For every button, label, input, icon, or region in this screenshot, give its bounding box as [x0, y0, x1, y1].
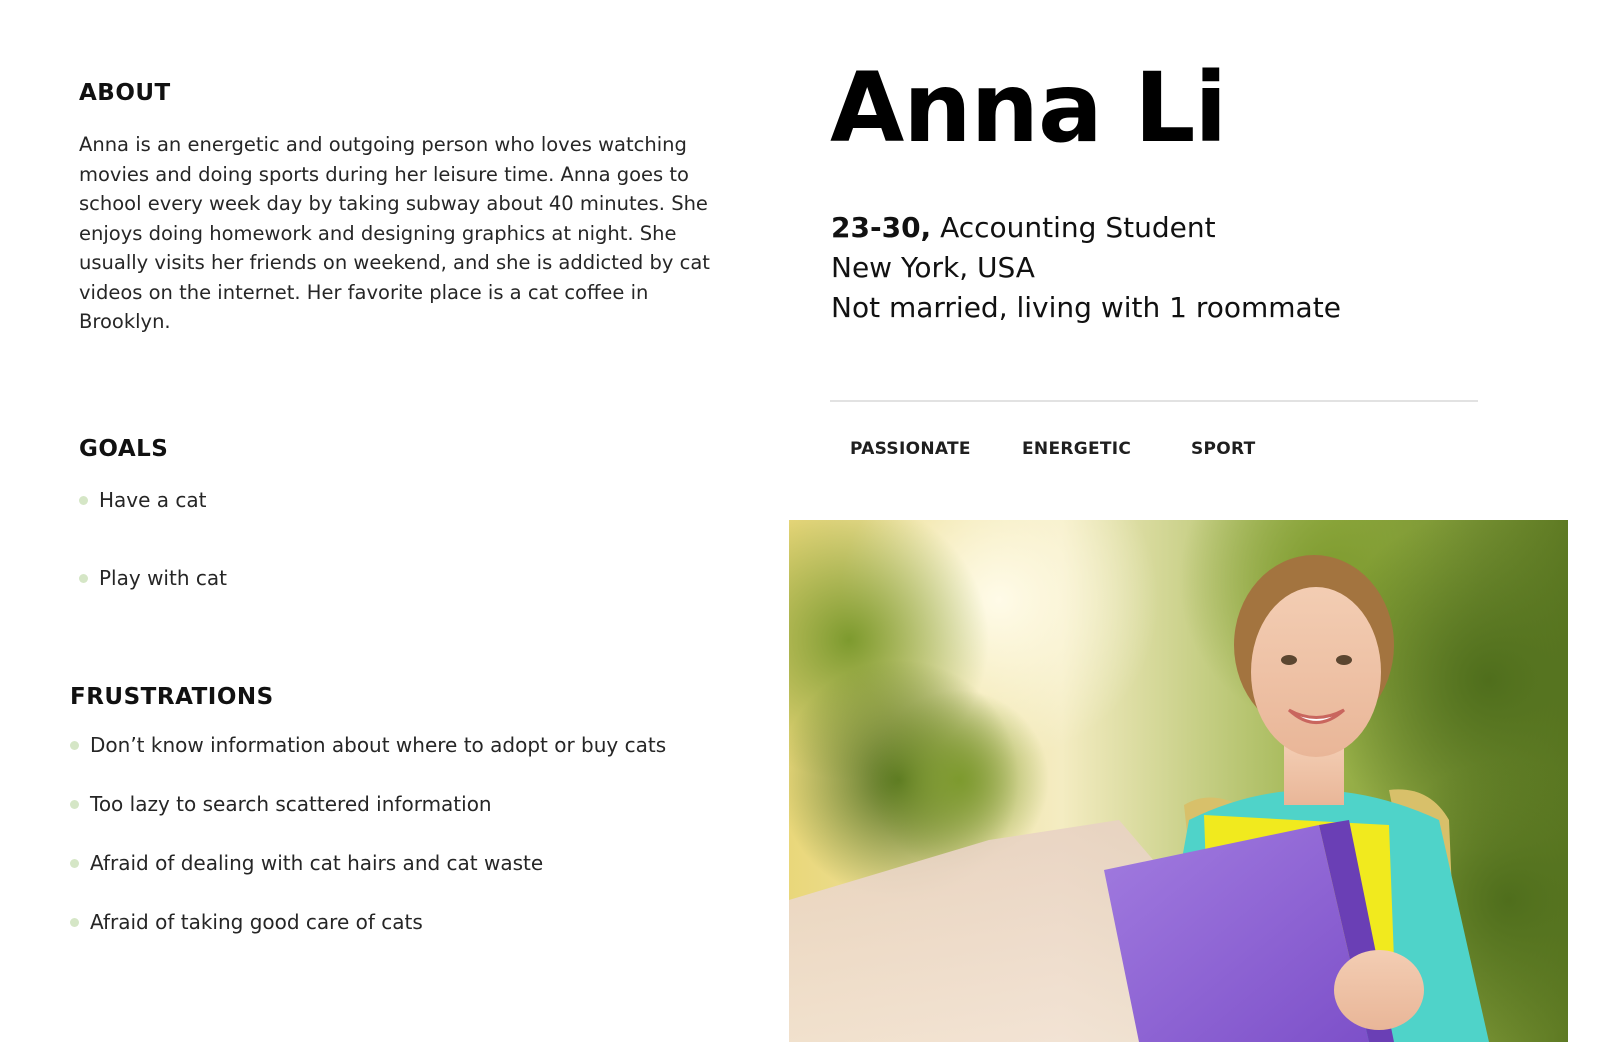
bullet-dot-icon — [79, 496, 88, 505]
frustration-text: Afraid of taking good care of cats — [90, 910, 423, 934]
bullet-dot-icon — [70, 800, 79, 809]
age-occupation-line — [831, 208, 1341, 248]
list-item — [79, 565, 227, 643]
persona-status: Not married, living with 1 roommate — [831, 291, 1341, 324]
persona-location: New York, USA — [831, 251, 1035, 284]
persona-age: 23-30, — [831, 211, 932, 244]
bullet-dot-icon — [79, 574, 88, 583]
frustration-text: Too lazy to search scattered information — [90, 792, 492, 816]
persona-photo-icon — [789, 520, 1568, 1042]
persona-occupation: Accounting Student — [931, 211, 1216, 244]
trait-tag-energetic: ENERGETIC — [1022, 439, 1132, 459]
about-text: Anna is an energetic and outgoing person who loves watching movies and doing sports during her leisure time. Anna goes to school every week day by taking subway about 40 minutes. She enjoys doing homework and designing graphics at night. She usually visits her friends on weekend, and she is addicted by cat videos on the internet. Her favorite place is a cat coffee in Brooklyn. — [79, 133, 710, 333]
bullet-dot-icon — [70, 741, 79, 750]
goal-text: Play with cat — [99, 566, 227, 590]
frustrations-list — [70, 732, 666, 968]
persona-name: Anna Li — [830, 52, 1227, 164]
frustration-text: Don’t know information about where to adopt or buy cats — [90, 733, 667, 757]
frustrations-heading: FRUSTRATIONS — [70, 684, 274, 710]
goals-heading: GOALS — [79, 436, 169, 462]
frustration-text: Afraid of dealing with cat hairs and cat waste — [90, 851, 544, 875]
persona-photo — [789, 520, 1568, 1042]
list-item — [70, 732, 666, 791]
list-item — [70, 850, 666, 909]
bullet-dot-icon — [70, 918, 79, 927]
divider — [830, 400, 1478, 402]
persona-details — [831, 208, 1341, 328]
list-item — [79, 487, 227, 565]
list-item — [70, 791, 666, 850]
goals-list — [79, 487, 227, 643]
bullet-dot-icon — [70, 859, 79, 868]
trait-tag-passionate: PASSIONATE — [850, 439, 971, 459]
goal-text: Have a cat — [99, 488, 207, 512]
about-heading: ABOUT — [79, 80, 171, 106]
trait-tag-sport: SPORT — [1191, 439, 1256, 459]
list-item — [70, 909, 666, 968]
